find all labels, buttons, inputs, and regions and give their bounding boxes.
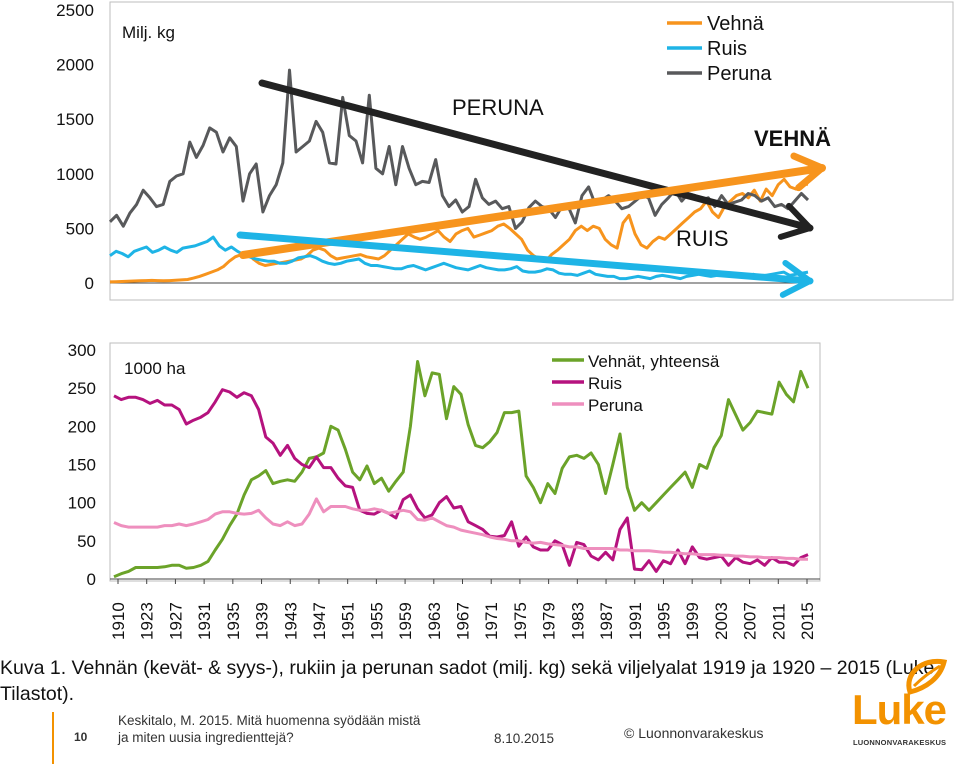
x-tick-label: 1979: [539, 602, 559, 640]
x-tick-label: 1983: [568, 602, 588, 640]
series-line-wheat_area: [114, 362, 808, 577]
y-tick-label: 300: [67, 341, 96, 360]
x-tick-label: 1935: [223, 602, 243, 640]
y-tick-label: 100: [67, 493, 96, 513]
legend-label: Ruis: [588, 374, 623, 393]
legend-label: Vehnät, yhteensä: [588, 352, 720, 371]
x-tick-label: 1975: [510, 602, 530, 640]
x-tick-label: 1939: [252, 602, 272, 640]
annotation-potato: PERUNA: [452, 95, 544, 120]
x-tick-label: 1931: [195, 602, 215, 640]
y-tick-label: 250: [67, 379, 96, 399]
x-tick-label: 1947: [309, 602, 329, 640]
reference-line: ja miten uusia ingredienttejä?: [118, 730, 294, 745]
luke-logo: [850, 660, 955, 760]
y-tick-label: 200: [67, 417, 96, 437]
y-tick-label: 150: [67, 455, 96, 475]
x-tick-label: 1951: [338, 602, 358, 640]
x-tick-label: 2007: [740, 602, 760, 640]
reference-line: Keskitalo, M. 2015. Mitä huomenna syödään mistä: [118, 713, 421, 728]
y-tick-label: 1000: [56, 164, 94, 184]
y-tick-label: 1500: [56, 110, 94, 130]
x-tick-label: 1971: [482, 602, 502, 640]
footer-divider: [52, 712, 54, 764]
legend-label: Ruis: [707, 38, 748, 60]
x-tick-label: 1995: [654, 602, 674, 640]
x-tick-label: 1955: [367, 602, 387, 640]
yield-chart: [56, 1, 953, 300]
x-tick-label: 1927: [166, 602, 186, 640]
x-tick-label: 1967: [453, 602, 473, 640]
unit-label: 1000 ha: [124, 359, 186, 378]
x-tick-label: 2015: [798, 602, 817, 640]
unit-label: Milj. kg: [122, 23, 175, 42]
copyright-text: © Luonnonvarakeskus: [624, 725, 764, 741]
footer-date: 8.10.2015: [494, 731, 555, 746]
legend-label: Vehnä: [707, 13, 764, 35]
chart-frame: [110, 343, 820, 581]
legend-label: Peruna: [707, 63, 772, 85]
y-tick-label: 50: [77, 531, 96, 551]
logo-subtitle: LUONNONVARAKESKUS: [853, 738, 947, 747]
x-tick-label: 1999: [683, 602, 703, 640]
y-tick-label: 2500: [56, 1, 94, 20]
x-tick-label: 1987: [597, 602, 617, 640]
annotation-wheat: VEHNÄ: [754, 126, 832, 151]
legend-label: Peruna: [588, 396, 643, 415]
y-tick-label: 2000: [56, 55, 94, 75]
y-tick-label: 0: [86, 570, 96, 589]
figure-caption: Kuva 1. Vehnän (kevät- & syys-), rukiin ja perunan sadot (milj. kg) sekä viljelyalat 1919 ja 1920 – 2015 (Luke Tilastot).: [0, 657, 935, 705]
page-number: 10: [74, 730, 88, 744]
x-tick-label: 1943: [281, 602, 301, 640]
x-tick-label: 2003: [711, 602, 731, 640]
x-tick-label: 2011: [769, 603, 789, 640]
area-chart: [68, 341, 820, 640]
reference-text: [118, 712, 420, 746]
logo-word: Luke: [852, 686, 947, 733]
x-tick-label: 1991: [625, 602, 645, 640]
x-tick-label: 1910: [109, 602, 128, 640]
x-tick-label: 1959: [396, 602, 416, 640]
x-tick-label: 1923: [137, 602, 157, 640]
x-tick-label: 1963: [424, 602, 444, 640]
annotation-rye: RUIS: [676, 226, 729, 251]
y-tick-label: 500: [65, 219, 94, 239]
y-tick-label: 0: [84, 274, 94, 293]
